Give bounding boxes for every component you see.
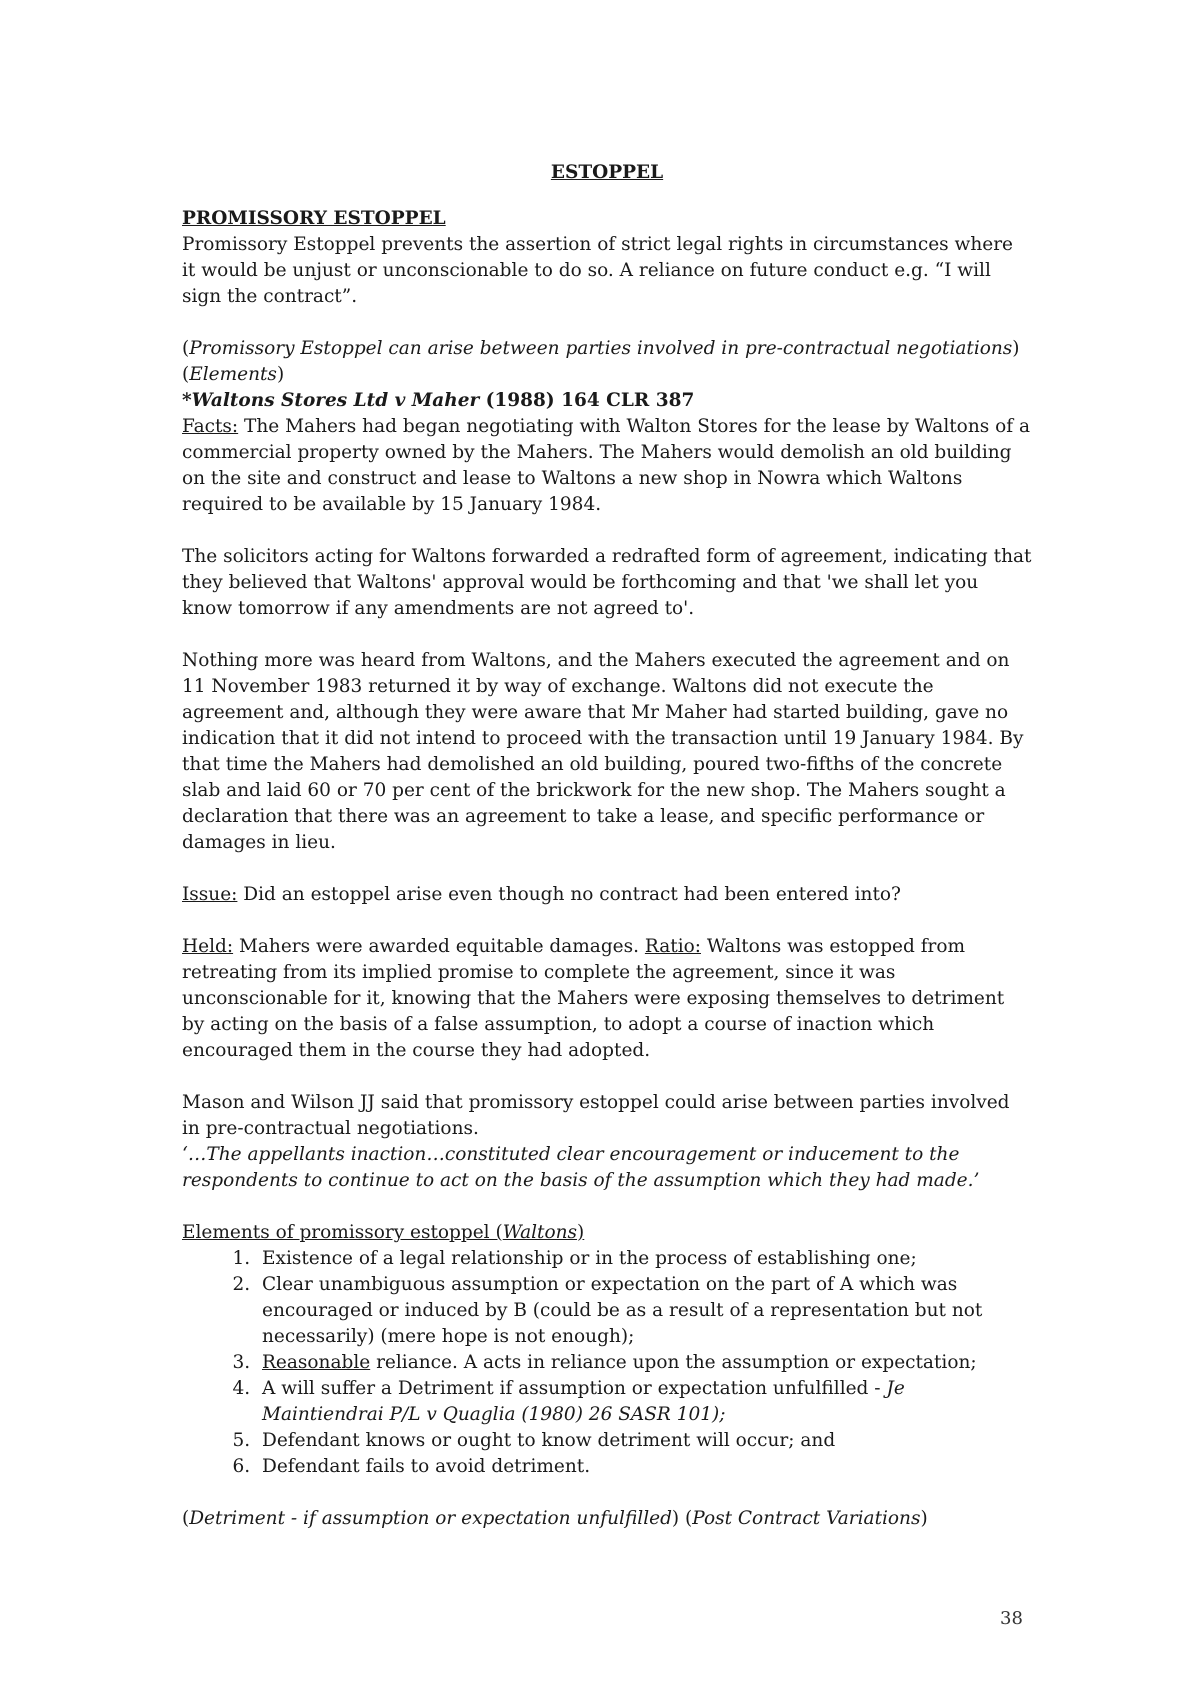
held-paragraph: Held: Mahers were awarded equitable damages. Ratio: Waltons was estopped from retreating from its implied promise to complete the agreement, since it was unconscionable for it, knowing that the Mahers were exposing themselves to detriment by acting on the basis of a false assumption, to adopt a course of inaction which encouraged them in the course they had adopted. [182,936,1005,1061]
footer-note: (Detriment - if assumption or expectation unfulfilled) (Post Contract Variations) [182,1508,928,1529]
facts-label: Facts: [182,416,239,437]
list-item: 2. Clear unambiguous assumption or expectation on the part of A which was encouraged or induced by B (could be as a result of a representation but not necessarily) (mere hope is not enough); [256,1272,1032,1350]
intro-paragraph: Promissory Estoppel prevents the assertion of strict legal rights in circumstances where it would be unjust or unconscionable to do so. A reliance on future conduct e.g. “I will sign the contract”. [182,234,1014,307]
note-paragraph: (Promissory Estoppel can arise between parties involved in pre-contractual negotiations)(Elements) [182,338,1020,385]
nothing-heard-paragraph: Nothing more was heard from Waltons, and the Mahers executed the agreement and on 11 November 1983 returned it by way of exchange. Waltons did not execute the agreement and, although they were aware that Mr Maher had started building, gave no indication that it did not intend to proceed with the transaction until 19 January 1984. By that time the Mahers had demolished an old building, poured two-fifths of the concrete slab and laid 60 or 70 per cent of the brickwork for the new shop. The Mahers sought a declaration that there was an agreement to take a lease, and specific performance or damages in lieu. [182,650,1024,853]
case-citation: (1988) 164 CLR 387 [479,390,695,411]
quote-paragraph: ‘…The appellants inaction…constituted clear encouragement or inducement to the respondents to continue to act on the basis of the assumption which they had made.’ [182,1144,980,1191]
list-item: 4. A will suffer a Detriment if assumption or expectation unfulfilled - Je Maintiendrai P/L v Quaglia (1980) 26 SASR 101); [256,1376,1032,1428]
list-item: 3. Reasonable reliance. A acts in reliance upon the assumption or expectation; [256,1350,1032,1376]
document-title: ESTOPPEL [550,162,664,183]
page-number: 38 [1000,1608,1023,1629]
elements-list [182,1246,1032,1480]
list-item: 5. Defendant knows or ought to know detriment will occur; and [256,1428,1032,1454]
elements-heading: Elements of promissory estoppel (Waltons) [182,1222,585,1243]
case-heading [182,388,1032,414]
mason-paragraph: Mason and Wilson JJ said that promissory estoppel could arise between parties involved in pre-contractual negotiations. [182,1092,1010,1139]
solicitors-paragraph: The solicitors acting for Waltons forwarded a redrafted form of agreement, indicating that they believed that Waltons' approval would be forthcoming and that 'we shall let you know tomorrow if any amendments are not agreed to'. [182,546,1032,619]
issue-paragraph: Issue: Did an estoppel arise even though no contract had been entered into? [182,884,901,905]
ratio-label: Ratio: [644,936,701,957]
issue-label: Issue: [182,884,238,905]
case-name: *Waltons Stores Ltd v Maher [182,390,480,411]
list-item: 1. Existence of a legal relationship or in the process of establishing one; [256,1246,1032,1272]
held-label: Held: [182,936,234,957]
list-item: 6. Defendant fails to avoid detriment. [256,1454,1032,1480]
facts-paragraph: Facts: The Mahers had began negotiating with Walton Stores for the lease by Waltons of a commercial property owned by the Mahers. The Mahers would demolish an old building on the site and construct and lease to Waltons a new shop in Nowra which Waltons required to be available by 15 January 1984. [182,416,1031,515]
section-heading: PROMISSORY ESTOPPEL [182,208,446,229]
document-body [182,160,1032,1532]
